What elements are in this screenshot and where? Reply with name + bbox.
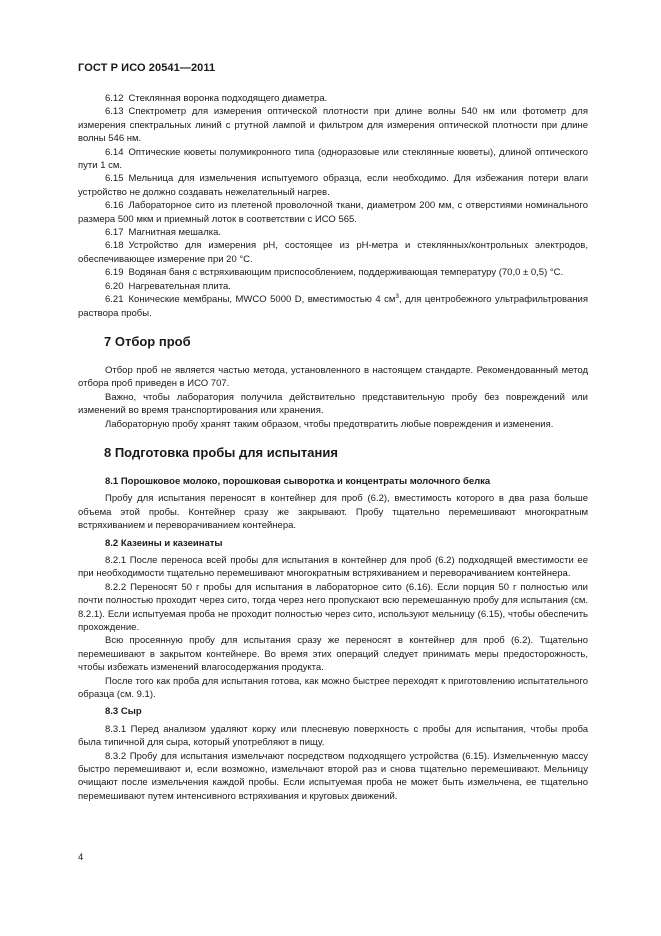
subsection-8-1-title: 8.1 Порошковое молоко, порошковая сыворотка и концентраты молочного белка: [105, 475, 491, 487]
section-8-title: 8 Подготовка пробы для испытания: [104, 444, 338, 460]
section-7-paragraph: Лабораторную пробу хранят таким образом, чтобы предотвратить любые повреждения и изменения.: [105, 418, 554, 430]
equipment-item-6-21: 6.21 Конические мембраны, MWCO 5000 D, вместимостью 4 $см^3$, для центробежного ультрафильтрования раствора пробы.: [78, 292, 588, 319]
subsection-8-2-paragraph: После того как проба для испытания готова, как можно быстрее переходят к приготовлению испытательного образца (см. 9.1).: [78, 675, 588, 701]
subsection-8-3-paragraph: 8.3.2 Пробу для испытания измельчают посредством подходящего устройства (6.15). Измельченную массу быстро перемешивают и, если возможно, измельчают второй раз и снова тщательно перемешивают. Мельницу очищают после измельчения каждой пробы. Если испытуемая проба не может быть измельчена, ее тщательно перемешивают путем интенсивного встряхивания и круговых движений.: [78, 750, 588, 802]
equipment-item-6-15: 6.15 Мельница для измельчения испытуемого образца, если необходимо. Для избежания потери влаги устройство не должно создавать нежелательный нагрев.: [78, 173, 588, 198]
equipment-item-6-16: 6.16 Лабораторное сито из плетеной проволочной ткани, диаметром 200 мм, с отверстиями номинального размера 500 мкм и приемный лоток в соответствии с ИСО 565.: [78, 200, 588, 225]
equipment-item-6-19: 6.19 Водяная баня с встряхивающим приспособлением, поддерживающая температуру (70,0 ± 0,5) °С.: [105, 267, 564, 279]
subsection-8-2-paragraph: Всю просеянную пробу для испытания сразу же переносят в контейнер для проб (6.2). Тщательно перемешивают в закрытом контейнере. Во время этих операций следует принимать меры предосторожность, чтобы избежать изменений влагосодержания продукта.: [78, 635, 588, 674]
section-7-paragraph: Отбор проб не является частью метода, установленного в настоящем стандарте. Рекомендованный метод отбора проб приведен в ИСО 707.: [78, 364, 588, 390]
subsection-8-3-title: 8.3 Сыр: [105, 706, 142, 718]
page-number: 4: [78, 852, 84, 863]
page-header: ГОСТ Р ИСО 20541—2011: [78, 62, 216, 74]
equipment-item-6-12: 6.12 Стеклянная воронка подходящего диаметра.: [105, 93, 328, 104]
section-7-paragraph: Важно, чтобы лаборатория получила действительно представительную пробу без повреждений или изменений во время транспортирования или хранения.: [78, 391, 588, 417]
section-7-title: 7 Отбор проб: [104, 333, 191, 349]
equipment-item-6-20: 6.20 Нагревательная плита.: [105, 280, 231, 292]
subsection-8-2-title: 8.2 Казеины и казеинаты: [105, 537, 223, 549]
equipment-item-6-17: 6.17 Магнитная мешалка.: [105, 227, 222, 239]
subsection-8-1-paragraph: Пробу для испытания переносят в контейнер для проб (6.2), вместимость которого в два раза больше объема этой пробы. Контейнер сразу же закрывают. Пробу тщательно перемешивают многократным встряхиванием и переворачиванием контейнера.: [78, 493, 588, 532]
subsection-8-2-paragraph: 8.2.2 Переносят 50 г пробы для испытания в лабораторное сито (6.16). Если порция 50 г полностью или почти полностью проходит через сито, тогда через него пропускают всю перемешанную пробу для испытания (см. 8.2.1). Если испытуемая проба не проходит полностью через сито, используют мельницу (6.15), чтобы обеспечить прохождение.: [78, 581, 588, 633]
subsection-8-3-paragraph: 8.3.1 Перед анализом удаляют корку или плесневую поверхность с пробы для испытания, чтобы проба была типичной для сыра, который употребляют в пищу.: [78, 723, 588, 749]
subsection-8-2-paragraph: 8.2.1 После переноса всей пробы для испытания в контейнер для проб (6.2) подходящей вместимости ее при необходимости тщательно перемешивают многократным встряхиванием и переворачиванием контейнера.: [78, 554, 588, 580]
equipment-item-6-13: 6.13 Спектрометр для измерения оптической плотности при длине волны 540 нм или фотометр для измерения спектральных линий с ртутной лампой и фильтром для измерения оптической плотности при длине волны 546 нм.: [78, 106, 588, 145]
page-content: [78, 92, 588, 803]
equipment-item-6-18: 6.18 Устройство для измерения pH, состоящее из pH-метра и стеклянных/контрольных электродов, обеспечивающее измерение при 20 °С.: [78, 240, 588, 265]
equipment-item-6-14: 6.14 Оптические кюветы полумикронного типа (одноразовые или стеклянные кюветы), длиной оптического пути 1 см.: [78, 146, 588, 172]
